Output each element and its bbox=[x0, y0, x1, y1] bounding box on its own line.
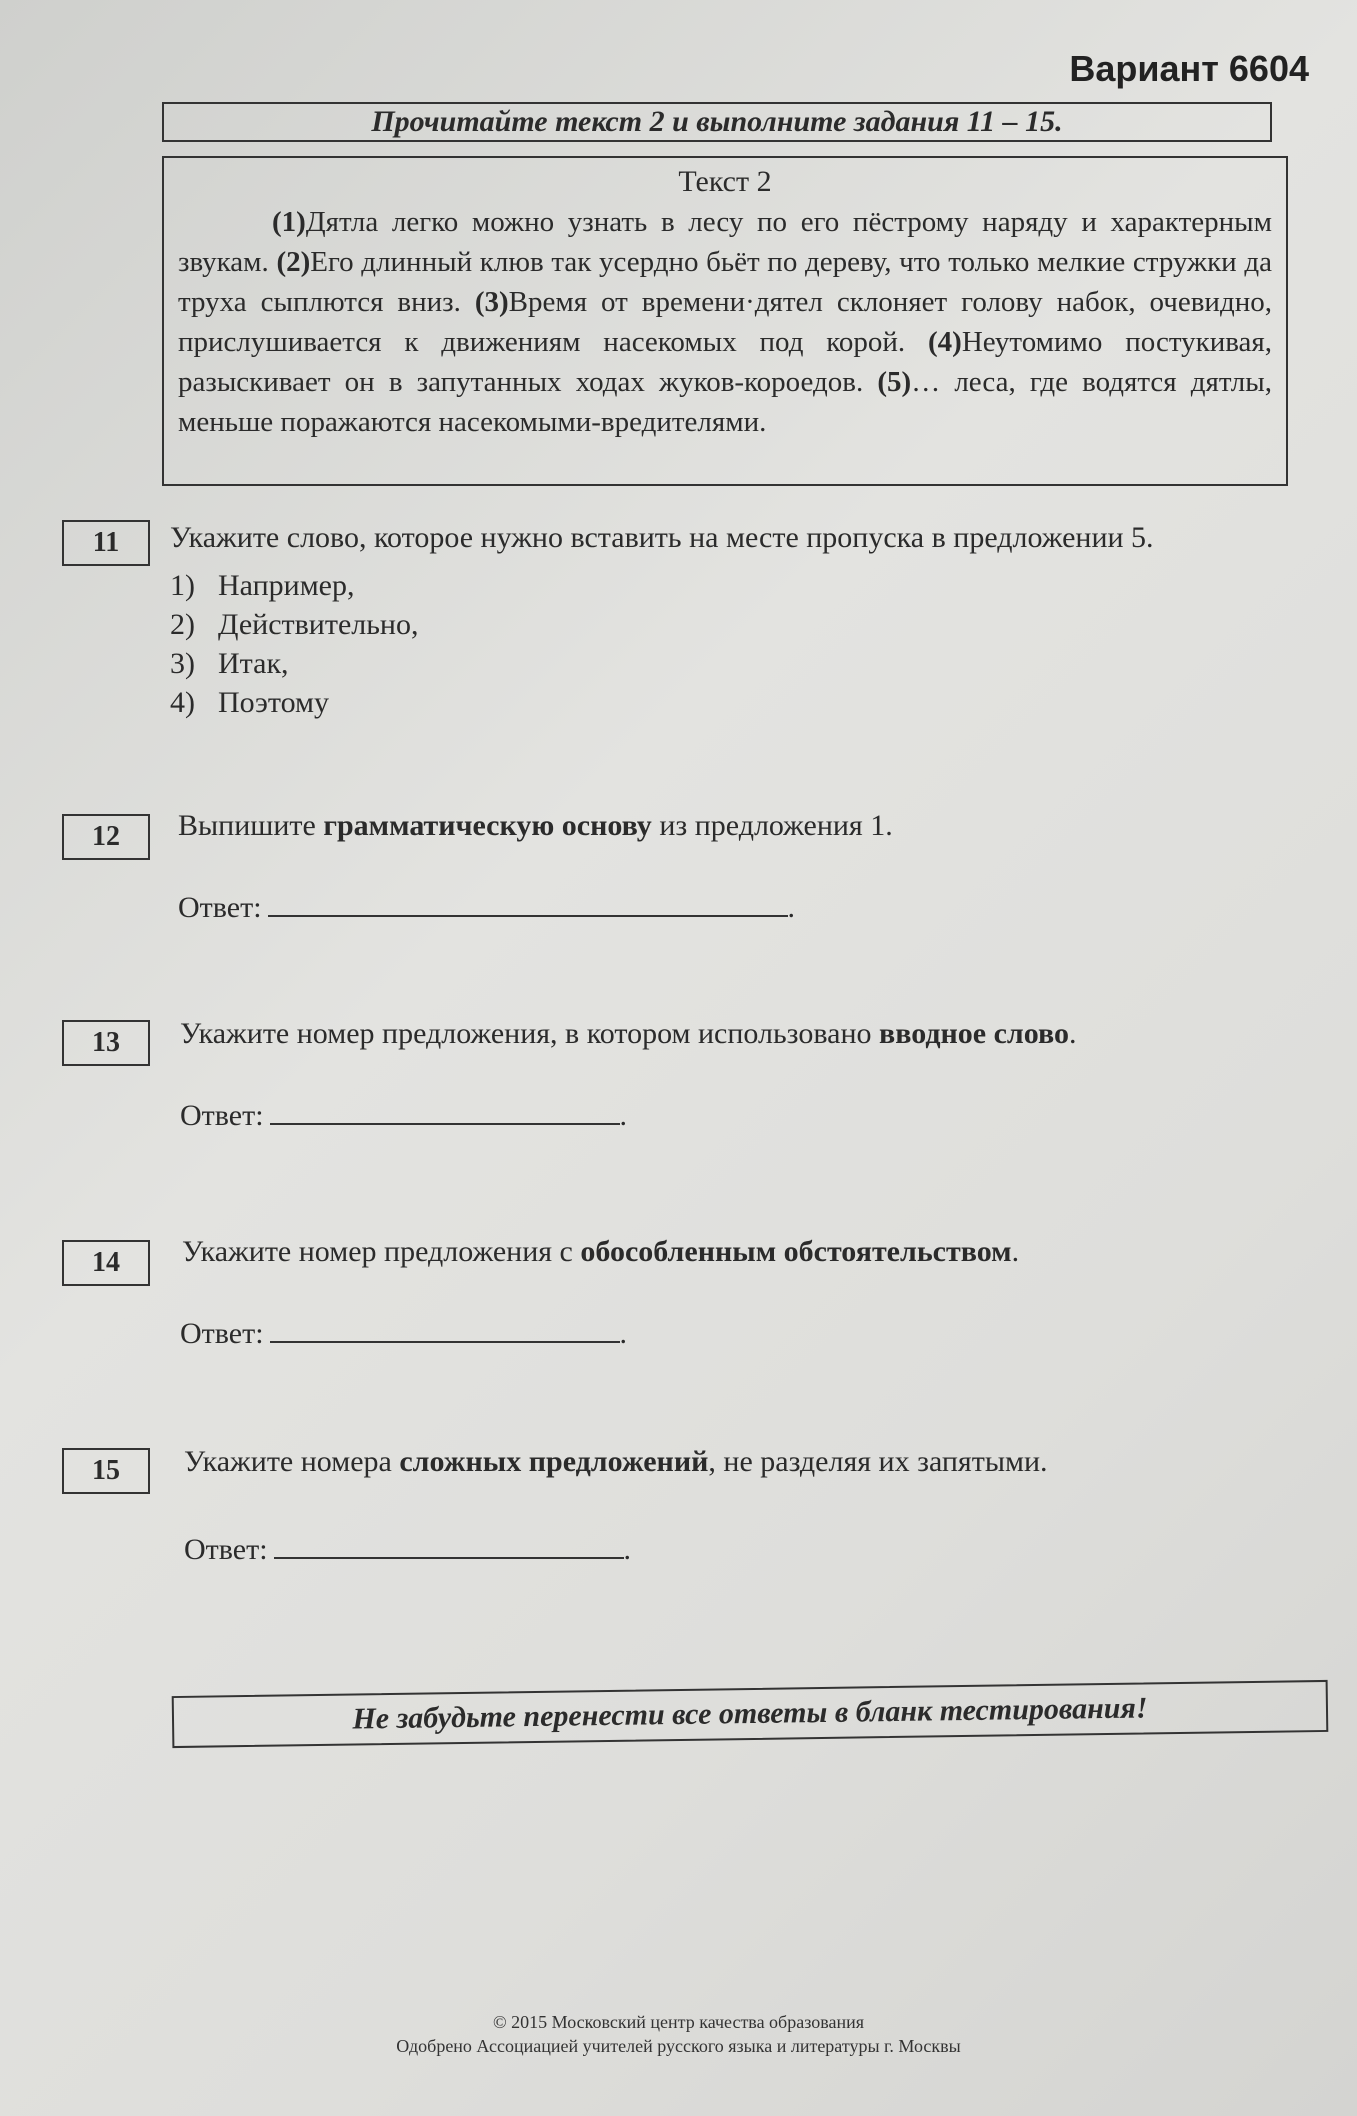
question-keyword: сложных предложений bbox=[399, 1445, 709, 1478]
answer-label: Ответ: bbox=[180, 1099, 264, 1132]
text-body bbox=[178, 202, 1272, 442]
answer-options bbox=[170, 566, 418, 722]
sentence-text: … леса, где водятся дятлы, меньше поражаются насекомыми-вредителями. bbox=[178, 366, 1273, 438]
variant-number: Вариант 6604 bbox=[1069, 48, 1309, 89]
task-question bbox=[182, 1232, 1019, 1272]
option-4[interactable] bbox=[170, 683, 418, 722]
sentence-number: (4) bbox=[928, 326, 962, 358]
option-label: Действительно, bbox=[218, 608, 419, 641]
answer-line[interactable] bbox=[270, 1097, 620, 1125]
answer-label: Ответ: bbox=[178, 891, 262, 924]
question-text: . bbox=[1069, 1017, 1077, 1050]
question-keyword: грамматическую основу bbox=[323, 809, 652, 842]
task-question bbox=[178, 806, 893, 846]
answer-line[interactable] bbox=[270, 1315, 620, 1343]
sentence-number: (2) bbox=[276, 246, 311, 278]
option-number: 3) bbox=[170, 647, 195, 680]
task-question bbox=[184, 1442, 1048, 1482]
task-number-box: 15 bbox=[62, 1448, 150, 1494]
reminder-box bbox=[172, 1680, 1329, 1748]
question-text: из предложения 1. bbox=[651, 809, 893, 842]
option-label: Итак, bbox=[218, 647, 289, 680]
sentence-number: (5) bbox=[877, 366, 912, 398]
option-label: Например, bbox=[218, 569, 355, 602]
question-text: Укажите номер предложения с bbox=[182, 1235, 581, 1268]
instruction-box bbox=[162, 102, 1272, 142]
question-text: . bbox=[1011, 1235, 1020, 1268]
answer-row: Ответ: . bbox=[180, 1099, 628, 1132]
option-2[interactable] bbox=[170, 605, 418, 644]
text-title: Текст 2 bbox=[678, 165, 772, 198]
task-number-box: 12 bbox=[62, 814, 150, 860]
footer-approval: Одобрено Ассоциацией учителей русского языка и литературы г. Москвы bbox=[396, 2036, 961, 2056]
sentence-text: Его длинный клюв так усердно бьёт по дереву, что только мелкие стружки да труха сыплются вниз. bbox=[178, 246, 1272, 318]
question-text: Укажите номер предложения, в котором использовано bbox=[180, 1017, 879, 1050]
task-number-box: 11 bbox=[62, 520, 150, 566]
option-number: 4) bbox=[170, 686, 195, 719]
option-number: 1) bbox=[170, 569, 195, 602]
sentence-text: Неутомимо постукивая, разыскивает он в запутанных ходах жуков-короедов. bbox=[178, 326, 1272, 398]
question-text: , не разделяя их запятыми. bbox=[708, 1445, 1048, 1478]
option-number: 2) bbox=[170, 608, 195, 641]
answer-row: Ответ: . bbox=[184, 1533, 632, 1566]
instruction-text: Прочитайте текст 2 и выполните задания 11 – 15. bbox=[371, 105, 1063, 138]
task-number-box: 14 bbox=[62, 1240, 150, 1286]
option-label: Поэтому bbox=[218, 686, 330, 719]
answer-line[interactable] bbox=[274, 1531, 624, 1559]
question-keyword: обособленным обстоятельством bbox=[580, 1235, 1012, 1268]
footer-copyright: © 2015 Московский центр качества образования bbox=[492, 2012, 865, 2032]
question-text: Укажите номера bbox=[184, 1445, 400, 1478]
answer-line[interactable] bbox=[268, 889, 788, 917]
answer-label: Ответ: bbox=[184, 1533, 268, 1566]
answer-label: Ответ: bbox=[180, 1317, 264, 1350]
answer-row: Ответ: . bbox=[180, 1317, 628, 1350]
reading-text-box bbox=[162, 156, 1288, 486]
question-keyword: вводное слово bbox=[879, 1017, 1070, 1050]
sentence-number: (1) bbox=[272, 206, 306, 238]
option-1[interactable] bbox=[170, 566, 418, 605]
task-number-box: 13 bbox=[62, 1020, 150, 1066]
option-3[interactable] bbox=[170, 644, 418, 683]
reminder-text: Не забудьте перенести все ответы в бланк тестирования! bbox=[352, 1691, 1148, 1736]
sentence-text: Время от времени·дятел склоняет голову набок, очевидно, прислушивается к движениям насекомых под корой. bbox=[178, 286, 1272, 358]
task-question bbox=[180, 1014, 1077, 1054]
sentence-number: (3) bbox=[474, 286, 509, 318]
question-text: Выпишите bbox=[178, 809, 324, 842]
answer-row: Ответ: . bbox=[178, 891, 796, 924]
footer bbox=[0, 2010, 1357, 2058]
task-question: Укажите слово, которое нужно вставить на месте пропуска в предложении 5. bbox=[170, 521, 1154, 554]
sentence-text: Дятла легко можно узнать в лесу по его пёстрому наряду и характерным звукам. bbox=[178, 206, 1272, 278]
